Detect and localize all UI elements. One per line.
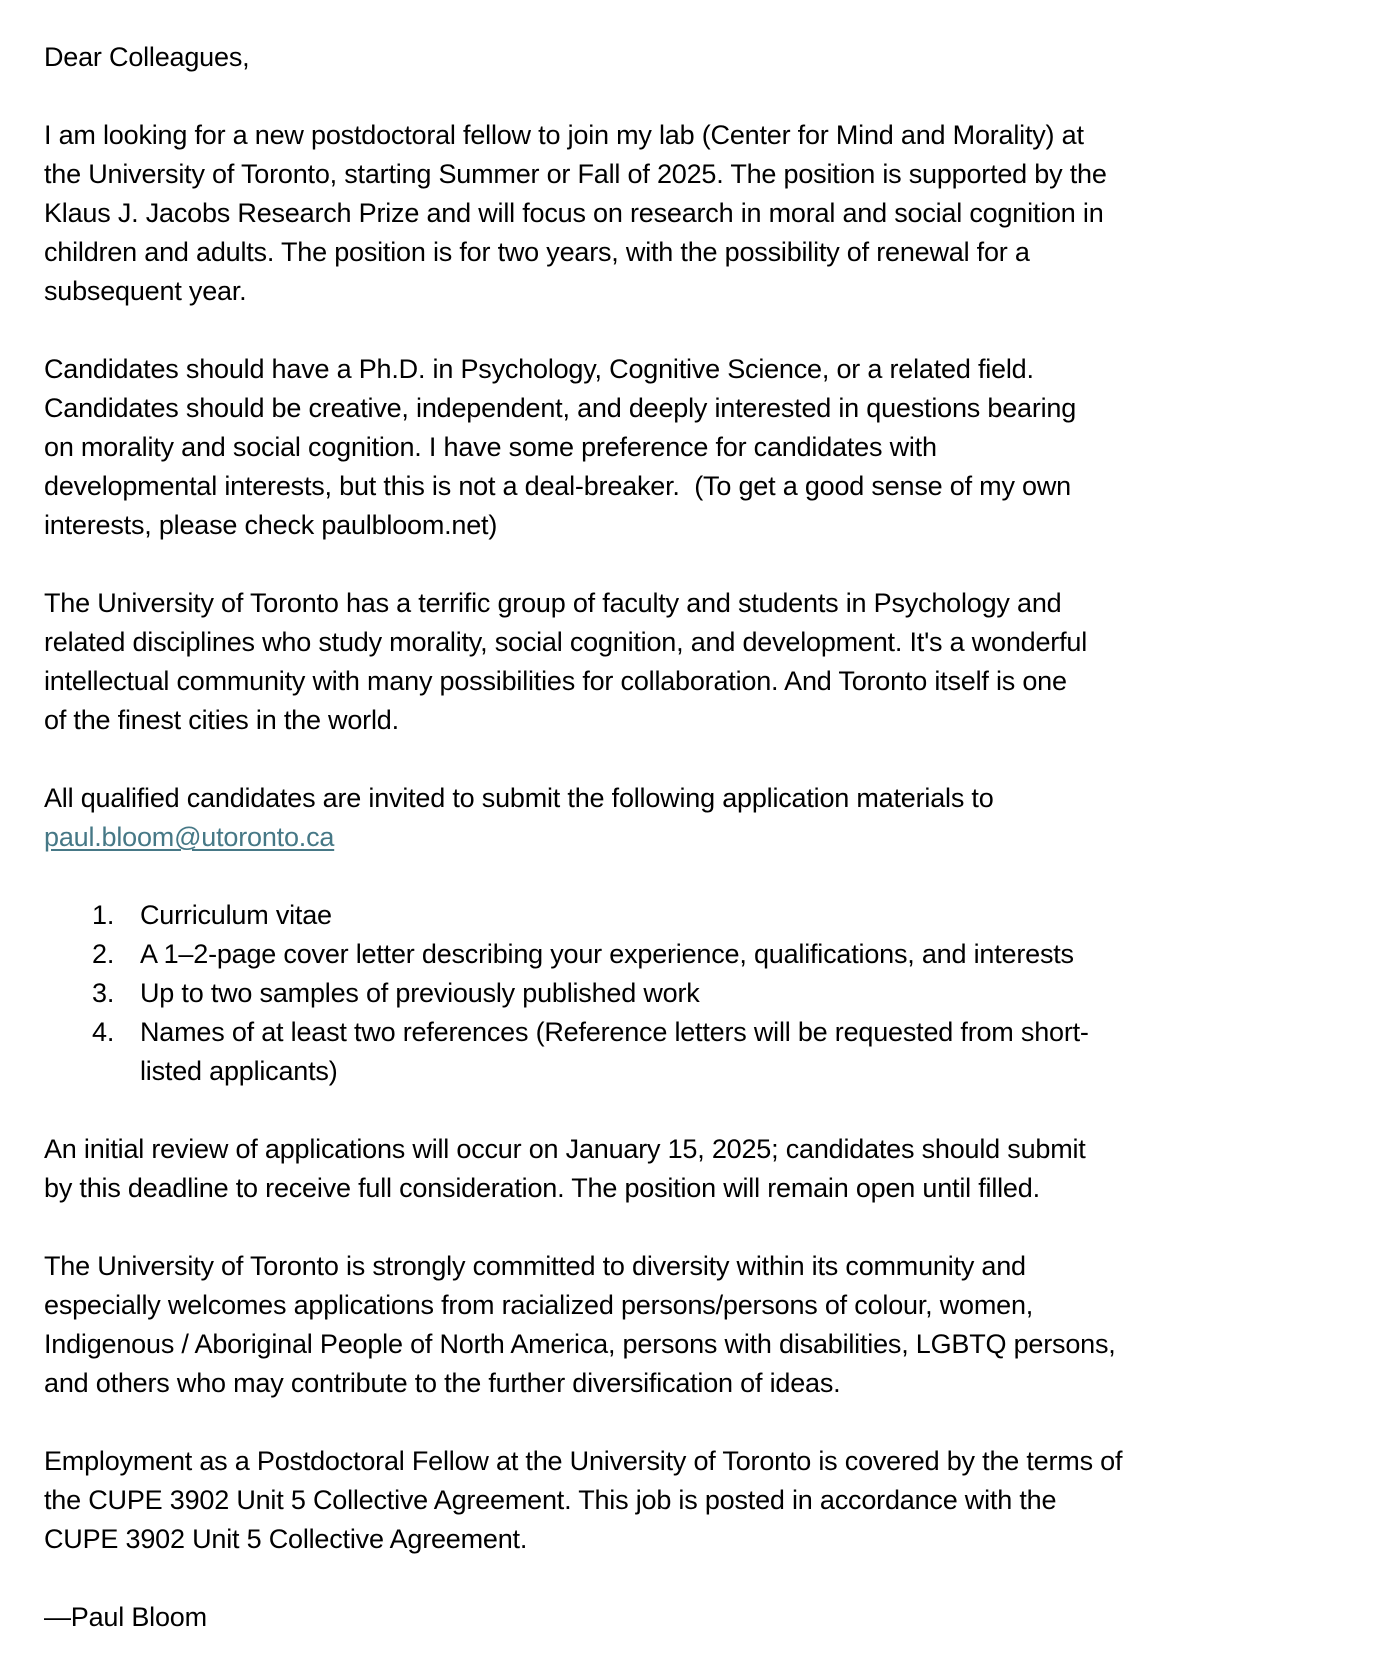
text-line: I am looking for a new postdoctoral fellow to join my lab (Center for Mind and Morality) at — [44, 120, 1084, 150]
text-line: CUPE 3902 Unit 5 Collective Agreement. — [44, 1524, 528, 1554]
list-item — [44, 935, 1344, 974]
text-line: the University of Toronto, starting Summer or Fall of 2025. The position is supported by the — [44, 159, 1107, 189]
text-line: of the finest cities in the world. — [44, 705, 399, 735]
text-line: the CUPE 3902 Unit 5 Collective Agreement. This job is posted in accordance with the — [44, 1485, 1057, 1515]
signature — [44, 1598, 1344, 1637]
list-item — [44, 1013, 1344, 1091]
list-item — [44, 896, 1344, 935]
text-line: children and adults. The position is for two years, with the possibility of renewal for a — [44, 237, 1030, 267]
text-line: All qualified candidates are invited to submit the following application materials to — [44, 783, 994, 813]
list-item-text: A 1–2-page cover letter describing your experience, qualifications, and interests — [140, 939, 1074, 969]
text-line: especially welcomes applications from racialized persons/persons of colour, women, — [44, 1290, 1034, 1320]
text-line: by this deadline to receive full consideration. The position will remain open until filled. — [44, 1173, 1040, 1203]
list-number: 3. — [92, 978, 115, 1008]
materials-list — [44, 896, 1344, 1091]
text-line: subsequent year. — [44, 276, 247, 306]
text-line: interests, please check paulbloom.net) — [44, 510, 498, 540]
list-item-text: Up to two samples of previously published work — [140, 978, 700, 1008]
list-number: 4. — [92, 1017, 115, 1047]
paragraph-apply — [44, 779, 1344, 857]
greeting-text: Dear Colleagues, — [44, 42, 250, 72]
paragraph-intro — [44, 116, 1344, 311]
paragraph-university — [44, 584, 1344, 740]
text-line: related disciplines who study morality, social cognition, and development. It's a wonderful — [44, 627, 1088, 657]
list-number: 1. — [92, 900, 115, 930]
signature-text: —Paul Bloom — [44, 1602, 207, 1632]
text-line: intellectual community with many possibilities for collaboration. And Toronto itself is one — [44, 666, 1067, 696]
text-line: on morality and social cognition. I have some preference for candidates with — [44, 432, 937, 462]
letter-document — [44, 38, 1344, 1637]
text-line: and others who may contribute to the further diversification of ideas. — [44, 1368, 841, 1398]
paragraph-diversity — [44, 1247, 1344, 1403]
text-line: Employment as a Postdoctoral Fellow at the University of Toronto is covered by the terms of — [44, 1446, 1123, 1476]
list-item-text: Names of at least two references (Reference letters will be requested from short- — [140, 1017, 1089, 1047]
text-line: Klaus J. Jacobs Research Prize and will focus on research in moral and social cognition in — [44, 198, 1104, 228]
text-line: The University of Toronto has a terrific group of faculty and students in Psychology and — [44, 588, 1062, 618]
list-item — [44, 974, 1344, 1013]
text-line: The University of Toronto is strongly committed to diversity within its community and — [44, 1251, 1026, 1281]
email-link[interactable]: paul.bloom@utoronto.ca — [44, 822, 335, 852]
text-line: Candidates should have a Ph.D. in Psychology, Cognitive Science, or a related field. — [44, 354, 1034, 384]
text-line: Candidates should be creative, independent, and deeply interested in questions bearing — [44, 393, 1077, 423]
text-line: An initial review of applications will occur on January 15, 2025; candidates should submit — [44, 1134, 1086, 1164]
paragraph-deadline — [44, 1130, 1344, 1208]
text-line: developmental interests, but this is not a deal-breaker. (To get a good sense of my own — [44, 471, 1071, 501]
paragraph-employment — [44, 1442, 1344, 1559]
list-number: 2. — [92, 939, 115, 969]
greeting — [44, 38, 1344, 77]
text-line: Indigenous / Aboriginal People of North America, persons with disabilities, LGBTQ persons, — [44, 1329, 1116, 1359]
paragraph-candidates — [44, 350, 1344, 545]
list-item-text: listed applicants) — [140, 1056, 338, 1086]
list-item-text: Curriculum vitae — [140, 900, 332, 930]
